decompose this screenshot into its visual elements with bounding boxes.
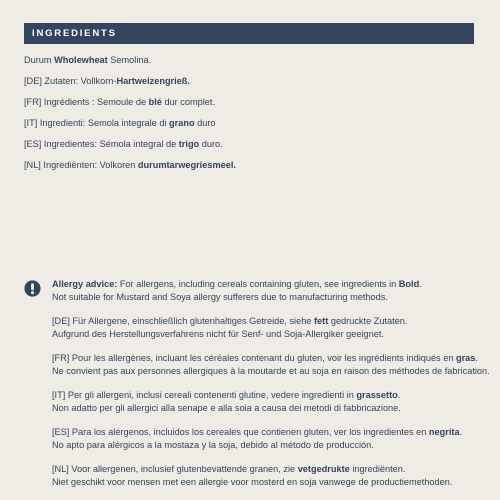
bold-text: Allergy advice:: [52, 279, 118, 289]
text-segment: [ES] Para los alérgenos, incluidos los cereales que contienen gluten, ver los ingredientes en: [52, 427, 429, 437]
text-segment: .: [475, 353, 478, 363]
allergy-line: [52, 476, 482, 489]
allergy-block-nl: [52, 463, 482, 488]
allergy-block-es: [52, 426, 482, 451]
text-segment: [FR] Pour les allergènes, incluant les céréales contenant du gluten, voir les ingrédients indiqués en: [52, 353, 456, 363]
text-segment: [IT] Per gli allergeni, inclusi cereali contenenti glutine, vedere ingredienti in: [52, 390, 357, 400]
allergy-block-it: [52, 389, 482, 414]
bold-text: grassetto: [356, 390, 398, 400]
text-segment: .: [459, 427, 463, 437]
text-segment: Ne convient pas aux personnes allergiques à la moutarde et au soja en raison des méthodes de fabrication.: [52, 365, 490, 376]
allergy-line: [52, 402, 482, 415]
text-segment: [DE] Für Allergene, einschließlich glutenhaltiges Getreide, siehe: [52, 316, 314, 326]
text-segment: For allergens, including cereals containing gluten, see ingredients in: [117, 279, 399, 289]
text-segment: .: [397, 390, 401, 400]
text-segment: gedruckte Zutaten.: [328, 316, 408, 326]
ingredient-line-it: [IT] Ingredienti: Semola integrale di grano duro: [24, 118, 216, 128]
allergy-line: [52, 328, 482, 341]
allergy-line: [52, 278, 482, 291]
ingredient-line-es: [ES] Ingredientes: Sémola integral de trigo duro.: [24, 139, 223, 149]
allergy-block-de: [52, 315, 482, 340]
text-segment: Niet geschikt voor mensen met een allergie voor mosterd en soja vanwege de productiemethoden.: [52, 476, 453, 487]
exclamation-circle-icon: [24, 280, 41, 297]
allergy-block-en: [52, 278, 482, 303]
allergy-line: [52, 439, 482, 452]
allergy-line: [52, 315, 482, 328]
text-segment: Non adatto per gli allergici alla senape e alla soia a causa dei metodi di fabbricazione.: [52, 402, 401, 413]
allergy-line: [52, 463, 482, 476]
ingredient-line-de: [DE] Zutaten: Vollkorn-Hartweizengrieß.: [24, 76, 190, 86]
ingredient-line-fr: [FR] Ingrédients : Semoule de blé dur complet.: [24, 97, 215, 107]
ingredients-title: INGREDIENTS: [32, 28, 117, 39]
allergy-line: [52, 291, 482, 304]
ingredients-header: [24, 23, 474, 44]
text-segment: Not suitable for Mustard and Soya allergy sufferers due to manufacturing methods.: [52, 291, 388, 302]
allergy-line: [52, 352, 482, 365]
allergy-line: [52, 365, 490, 378]
text-segment: ingrediënten.: [349, 464, 406, 474]
bold-text: Bold: [398, 279, 420, 289]
allergy-advice-text: [52, 278, 490, 500]
allergy-line: [52, 426, 482, 439]
bold-text: vetgedrukte: [297, 464, 350, 474]
bold-text: fett: [313, 316, 329, 326]
allergy-block-fr: [52, 352, 490, 377]
bold-text: negrita: [428, 427, 460, 437]
ingredients-list: [24, 55, 474, 181]
text-segment: No apto para alérgicos a la mostaza y la soja, debido al método de producción.: [52, 439, 374, 450]
ingredient-line-en: Durum Wholewheat Semolina.: [24, 55, 152, 65]
ingredient-line-nl: [NL] Ingrediënten: Volkoren durumtarwegriesmeel.: [24, 160, 236, 170]
text-segment: .: [419, 279, 422, 289]
text-segment: [NL] Voor allergenen, inclusief glutenbevattende granen, zie: [52, 464, 298, 474]
bold-text: gras: [455, 353, 476, 363]
allergy-line: [52, 389, 482, 402]
text-segment: Aufgrund des Herstellungsverfahrens nicht für Senf- und Soja-Allergiker geeignet.: [52, 328, 384, 339]
